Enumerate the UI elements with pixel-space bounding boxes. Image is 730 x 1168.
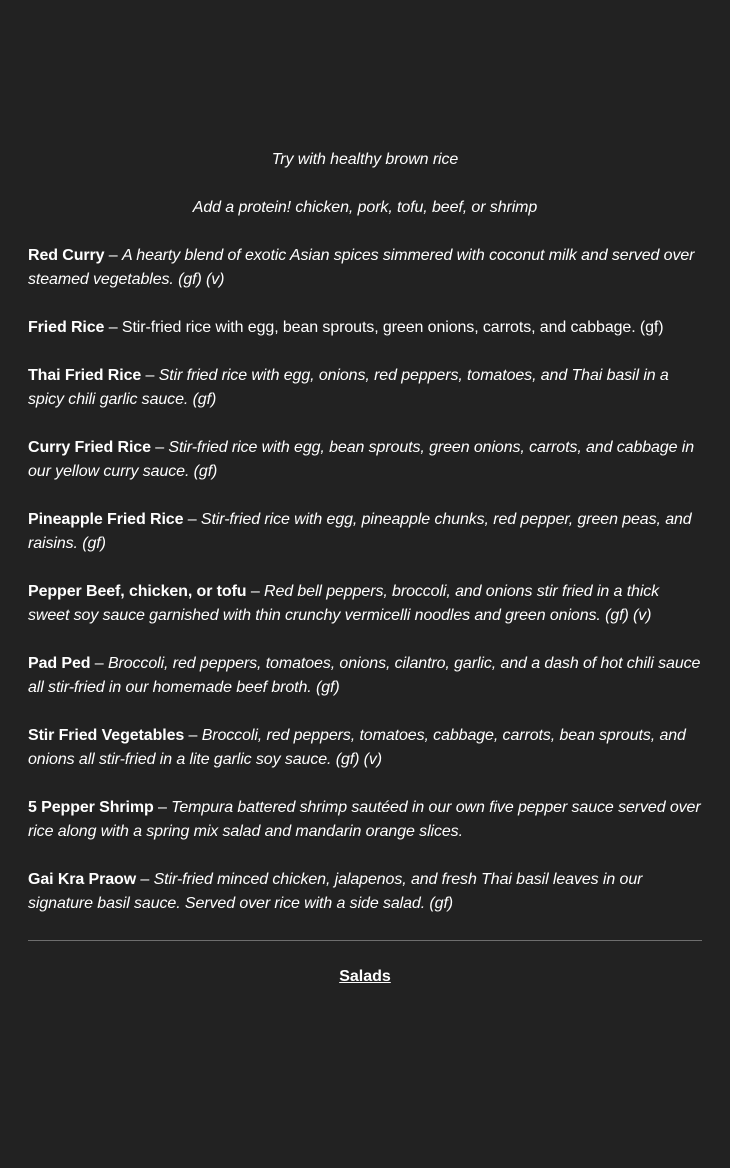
menu-item-separator: – xyxy=(153,799,172,816)
menu-item-description: Stir fried rice with egg, onions, red peppers, tomatoes, and Thai basil in a spicy chili garlic sauce. (gf) xyxy=(28,367,669,408)
menu-item-fried-rice xyxy=(28,316,702,340)
menu-item-gai-kra-praow xyxy=(28,868,702,916)
menu-item-separator: – xyxy=(246,583,264,600)
menu-item-separator: – xyxy=(183,511,201,528)
menu-item-separator: – xyxy=(150,439,169,456)
menu-item-name: Stir Fried Vegetables xyxy=(28,727,185,744)
menu-item-name: Fried Rice xyxy=(28,319,105,336)
menu-item-pineapple-fried-rice xyxy=(28,508,702,556)
menu-item-curry-fried-rice xyxy=(28,436,702,484)
menu-item-description: Broccoli, red peppers, tomatoes, cabbage, carrots, bean sprouts, and onions all stir-fried in a lite garlic soy sauce. (gf) (v) xyxy=(28,727,686,768)
menu-item-description: Broccoli, red peppers, tomatoes, onions, cilantro, garlic, and a dash of hot chili sauce all stir-fried in our homemade beef broth. (gf) xyxy=(28,655,701,696)
menu-item-description: Tempura battered shrimp sautéed in our own five pepper sauce served over rice along with a spring mix salad and mandarin orange slices. xyxy=(28,799,701,840)
brown-rice-note: Try with healthy brown rice xyxy=(271,151,459,168)
salads-section-heading: Salads xyxy=(339,968,391,985)
menu-item-name: Pineapple Fried Rice xyxy=(28,511,184,528)
menu-item-separator: – xyxy=(104,247,122,264)
menu-item-description: Stir-fried minced chicken, jalapenos, and fresh Thai basil leaves in our signature basil sauce. Served over rice with a side salad. (gf) xyxy=(28,871,643,912)
menu-item-name: Gai Kra Praow xyxy=(28,871,137,888)
menu-item-separator: – xyxy=(136,871,154,888)
menu-item-description: Red bell peppers, broccoli, and onions stir fried in a thick sweet soy sauce garnished with thin crunchy vermicelli noodles and green onions. (gf) (v) xyxy=(28,583,660,624)
menu-item-separator: – xyxy=(184,727,202,744)
menu-item-separator: – xyxy=(141,367,159,384)
menu-item-description: Stir-fried rice with egg, bean sprouts, green onions, carrots, and cabbage in our yellow curry sauce. (gf) xyxy=(28,439,695,480)
menu-item-pepper-beef xyxy=(28,580,702,628)
protein-note: Add a protein! chicken, pork, tofu, beef, or shrimp xyxy=(192,199,538,216)
menu-item-name: Thai Fried Rice xyxy=(28,367,142,384)
section-divider xyxy=(28,940,702,941)
menu-item-stir-fried-vegetables xyxy=(28,724,702,772)
menu-item-separator: – xyxy=(104,319,122,336)
menu-item-separator: – xyxy=(90,655,108,672)
menu-item-name: 5 Pepper Shrimp xyxy=(28,799,154,816)
menu-item-name: Red Curry xyxy=(28,247,105,264)
menu-item-name: Pad Ped xyxy=(28,655,91,672)
menu-item-description: A hearty blend of exotic Asian spices simmered with coconut milk and served over steamed vegetables. (gf) (v) xyxy=(28,247,695,288)
menu-item-name: Pepper Beef, chicken, or tofu xyxy=(28,583,247,600)
menu-item-name: Curry Fried Rice xyxy=(28,439,151,456)
menu-item-thai-fried-rice xyxy=(28,364,702,412)
menu-item-pad-ped xyxy=(28,652,702,700)
menu-item-description: Stir-fried rice with egg, bean sprouts, green onions, carrots, and cabbage. (gf) xyxy=(121,319,664,336)
menu-item-red-curry xyxy=(28,244,702,292)
menu-item-5-pepper-shrimp xyxy=(28,796,702,844)
menu-item-description: Stir-fried rice with egg, pineapple chunks, red pepper, green peas, and raisins. (gf) xyxy=(28,511,692,552)
